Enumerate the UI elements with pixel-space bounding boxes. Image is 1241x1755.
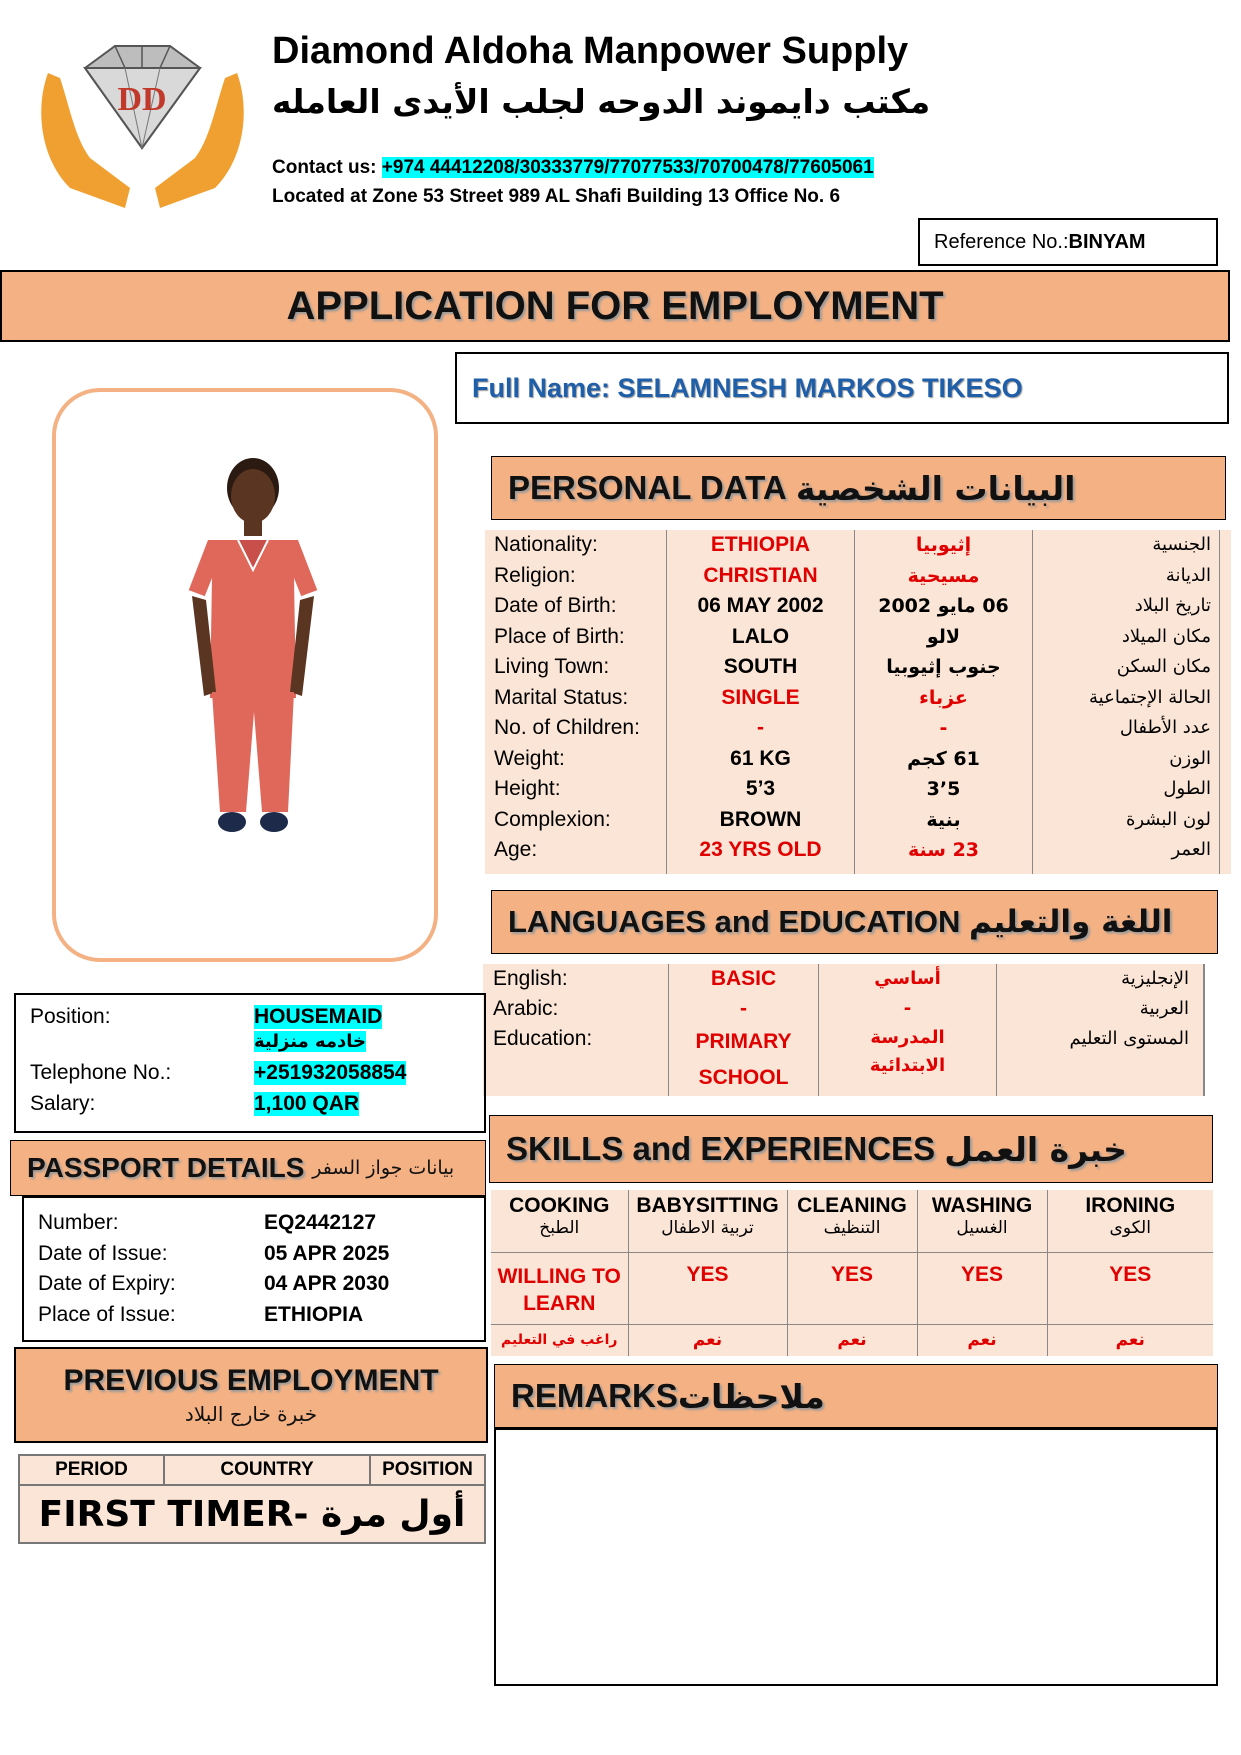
salary-label: Salary: [30,1092,96,1115]
passport-value: EQ2442127 [264,1211,377,1234]
previous-employment-table [18,1454,484,1544]
pd-label-ar: الديانة [1165,564,1211,586]
passport-heading-en: PASSPORT DETAILS [27,1152,305,1183]
passport-label: Number: [38,1211,119,1234]
personal-data-heading-en: PERSONAL DATA [508,469,787,506]
skills-header-row [491,1190,1213,1252]
skill-name: CLEANING [797,1194,907,1217]
pd-values-ar [855,530,1033,874]
passport-heading-ar: بيانات جواز السفر [312,1157,455,1179]
prev-col-period: PERIOD [19,1455,164,1485]
skill-col-header [491,1190,628,1252]
skill-name-ar: الغسيل [956,1218,1008,1238]
pd-value-ar: 5’3 [926,778,961,800]
skills-heading-ar: خبرة العمل [944,1129,1127,1169]
skill-col-header [1047,1190,1213,1252]
contact-label: Contact us: [272,157,377,178]
lang-label: Arabic: [493,997,559,1020]
pd-value-ar: مسيحية [907,564,980,587]
lang-values [669,964,819,1096]
salary-value: 1,100 QAR [254,1092,360,1115]
position-value-ar: خادمه منزلية [254,1031,367,1052]
pd-value-ar: عزباء [919,686,968,709]
lang-value-ar: أساسي [874,968,941,989]
lang-label-ar: الإنجليزية [1121,968,1189,989]
prev-header-row [19,1455,485,1485]
full-name-box [455,352,1229,424]
remarks-box [494,1428,1218,1686]
pd-label-ar: تاريخ البلاد [1134,595,1211,616]
company-name-ar: مكتب دايموند الدوحه لجلب الأيدى العامله [272,82,931,121]
skills-heading-en: SKILLS and EXPERIENCES [506,1130,936,1167]
skill-value: YES [1109,1262,1152,1286]
position-box [14,993,486,1133]
reference-box [918,218,1218,266]
skill-name: BABYSITTING [636,1194,779,1217]
skills-value-ar-row [491,1324,1213,1356]
contact-phones: +974 44412208/30333779/77077533/70700478/77605061 [381,157,874,178]
remarks-heading-en: REMARKS [511,1377,678,1414]
reference-value: BINYAM [1068,230,1146,253]
lang-values-ar [819,964,997,1096]
lang-value: BASIC [710,967,777,990]
page-title: APPLICATION FOR EMPLOYMENT [0,270,1230,342]
lang-value-ar: - [903,998,912,1019]
skill-value: YES [917,1252,1047,1324]
prev-col-position: POSITION [370,1455,485,1485]
pd-value: 5’3 [745,777,776,800]
skill-col-header [787,1190,917,1252]
skill-name-ar: التنظيف [823,1218,881,1238]
skill-name: IRONING [1085,1194,1176,1217]
pd-label: No. of Children: [494,716,640,739]
skills-grid [491,1190,1213,1356]
pd-value: 23 YRS OLD [699,838,822,861]
pd-value: 61 KG [730,746,791,770]
lang-label-ar: المستوى التعليم [1069,1028,1189,1049]
skill-name-ar: الكوى [1109,1218,1151,1238]
passport-box [22,1196,486,1342]
previous-employment-heading-en: PREVIOUS EMPLOYMENT [63,1364,439,1397]
pd-label: Nationality: [494,533,598,556]
contact-line [272,157,874,179]
passport-values [264,1208,389,1330]
passport-heading [10,1140,486,1196]
pd-labels-ar [1033,530,1220,874]
full-name-value: SELAMNESH MARKOS TIKESO [617,372,1023,403]
company-name-en: Diamond Aldoha Manpower Supply [272,30,909,72]
pd-label-ar: الجنسية [1152,534,1211,555]
pd-label-ar: مكان السكن [1116,656,1211,677]
passport-value: 04 APR 2030 [264,1272,390,1295]
lang-value-ar: المدرسة الابتدائية [869,1027,946,1076]
applicant-figure [56,392,434,958]
previous-employment-heading [14,1347,488,1443]
skill-col-header [628,1190,787,1252]
pd-value: BROWN [719,807,802,831]
reference-label: Reference No.: [934,230,1069,253]
pd-labels [485,530,667,874]
pd-value-ar: 06 مايو 2002 [878,595,1009,617]
personal-data-heading [491,456,1226,520]
pd-label: Date of Birth: [494,594,617,617]
full-name-label: Full Name: [472,372,611,403]
pd-value-ar: إثيوبيا [915,534,972,556]
lang-labels-ar [997,964,1205,1096]
phone-value: +251932058854 [254,1061,407,1084]
skill-value-ar: نعم [628,1324,787,1356]
pd-label: Living Town: [494,655,610,678]
pd-value: CHRISTIAN [703,563,818,587]
skill-value-ar: راغب في التعليم [491,1324,628,1356]
lang-label-ar: العربية [1139,998,1189,1019]
pd-label-ar: الطول [1163,778,1211,799]
skills-table [491,1190,1213,1356]
phone-label: Telephone No.: [30,1061,172,1084]
pd-value: SINGLE [721,685,800,709]
remarks-heading [494,1364,1218,1428]
pd-value: LALO [731,624,790,648]
pd-label: Place of Birth: [494,624,625,648]
lang-labels [483,964,669,1096]
pd-value-ar: لالو [926,625,961,648]
pd-value-ar: 23 سنة [907,839,980,861]
remarks-heading-ar: ملاحظات [677,1376,825,1416]
lang-label: Education: [493,1027,593,1050]
pd-label: Religion: [494,563,576,587]
pd-label-ar: لون البشرة [1125,808,1211,830]
languages-heading [491,890,1218,954]
prev-value: FIRST TIMER- أول مرة [19,1485,485,1543]
skill-value: WILLING TO LEARN [491,1252,628,1324]
pd-value: - [757,716,764,739]
pd-value: SOUTH [723,655,798,678]
pd-label: Marital Status: [494,685,629,709]
position-label: Position: [30,1005,111,1028]
personal-data-table [485,530,1231,874]
pd-value: ETHIOPIA [710,533,811,556]
pd-value-ar: 61 كجم [907,747,980,770]
skill-value-ar: نعم [917,1324,1047,1356]
skill-col-header [917,1190,1047,1252]
skill-value: YES [787,1252,917,1324]
languages-table [483,964,1205,1096]
pd-label: Complexion: [494,807,611,831]
office-address: Located at Zone 53 Street 989 AL Shafi Building 13 Office No. 6 [272,186,841,207]
pd-label-ar: مكان الميلاد [1121,625,1211,647]
pd-label-ar: عدد الأطفال [1119,717,1211,738]
languages-heading-ar: اللغة والتعليم [969,904,1173,940]
logo-letters: DD [117,81,167,118]
passport-label: Place of Issue: [38,1302,176,1326]
passport-value: 05 APR 2025 [264,1241,390,1265]
passport-value: ETHIOPIA [264,1302,364,1326]
position-value: HOUSEMAID [254,1005,383,1028]
pd-value: 06 MAY 2002 [697,594,824,617]
skills-heading [489,1115,1213,1183]
lang-label: English: [493,967,568,990]
pd-label-ar: الحالة الإجتماعية [1089,686,1211,708]
applicant-photo [52,388,438,962]
skill-name-ar: الطبخ [539,1218,580,1238]
passport-labels [38,1208,176,1330]
pd-value-ar: بنية [926,808,961,831]
skill-name-ar: تربية الاطفال [661,1218,754,1238]
pd-label: Weight: [494,746,565,770]
pd-value-ar: - [939,717,948,739]
skill-value-ar: نعم [787,1324,917,1356]
pd-label: Height: [494,777,561,800]
skill-value: YES [628,1252,787,1324]
company-logo [30,38,255,213]
pd-label-ar: العمر [1171,839,1211,860]
passport-label: Date of Expiry: [38,1272,176,1295]
prev-value-row [19,1485,485,1543]
previous-employment-heading-ar: خبرة خارج البلاد [184,1402,318,1426]
pd-values [667,530,855,874]
skill-value-ar: نعم [1115,1330,1145,1351]
pd-label-ar: الوزن [1169,747,1211,769]
passport-label: Date of Issue: [38,1241,168,1265]
pd-value-ar: جنوب إثيوبيا [886,656,1001,678]
prev-col-country: COUNTRY [164,1455,370,1485]
skill-name: WASHING [931,1194,1033,1217]
previous-employment-grid [18,1454,486,1544]
personal-data-heading-ar: البيانات الشخصية [795,468,1076,508]
languages-heading-en: LANGUAGES and EDUCATION [508,904,961,939]
skill-name: COOKING [509,1194,610,1217]
pd-label: Age: [494,838,538,861]
lang-value: - [740,997,747,1020]
skills-value-row [491,1252,1213,1324]
lang-value: PRIMARY SCHOOL [695,1030,792,1089]
